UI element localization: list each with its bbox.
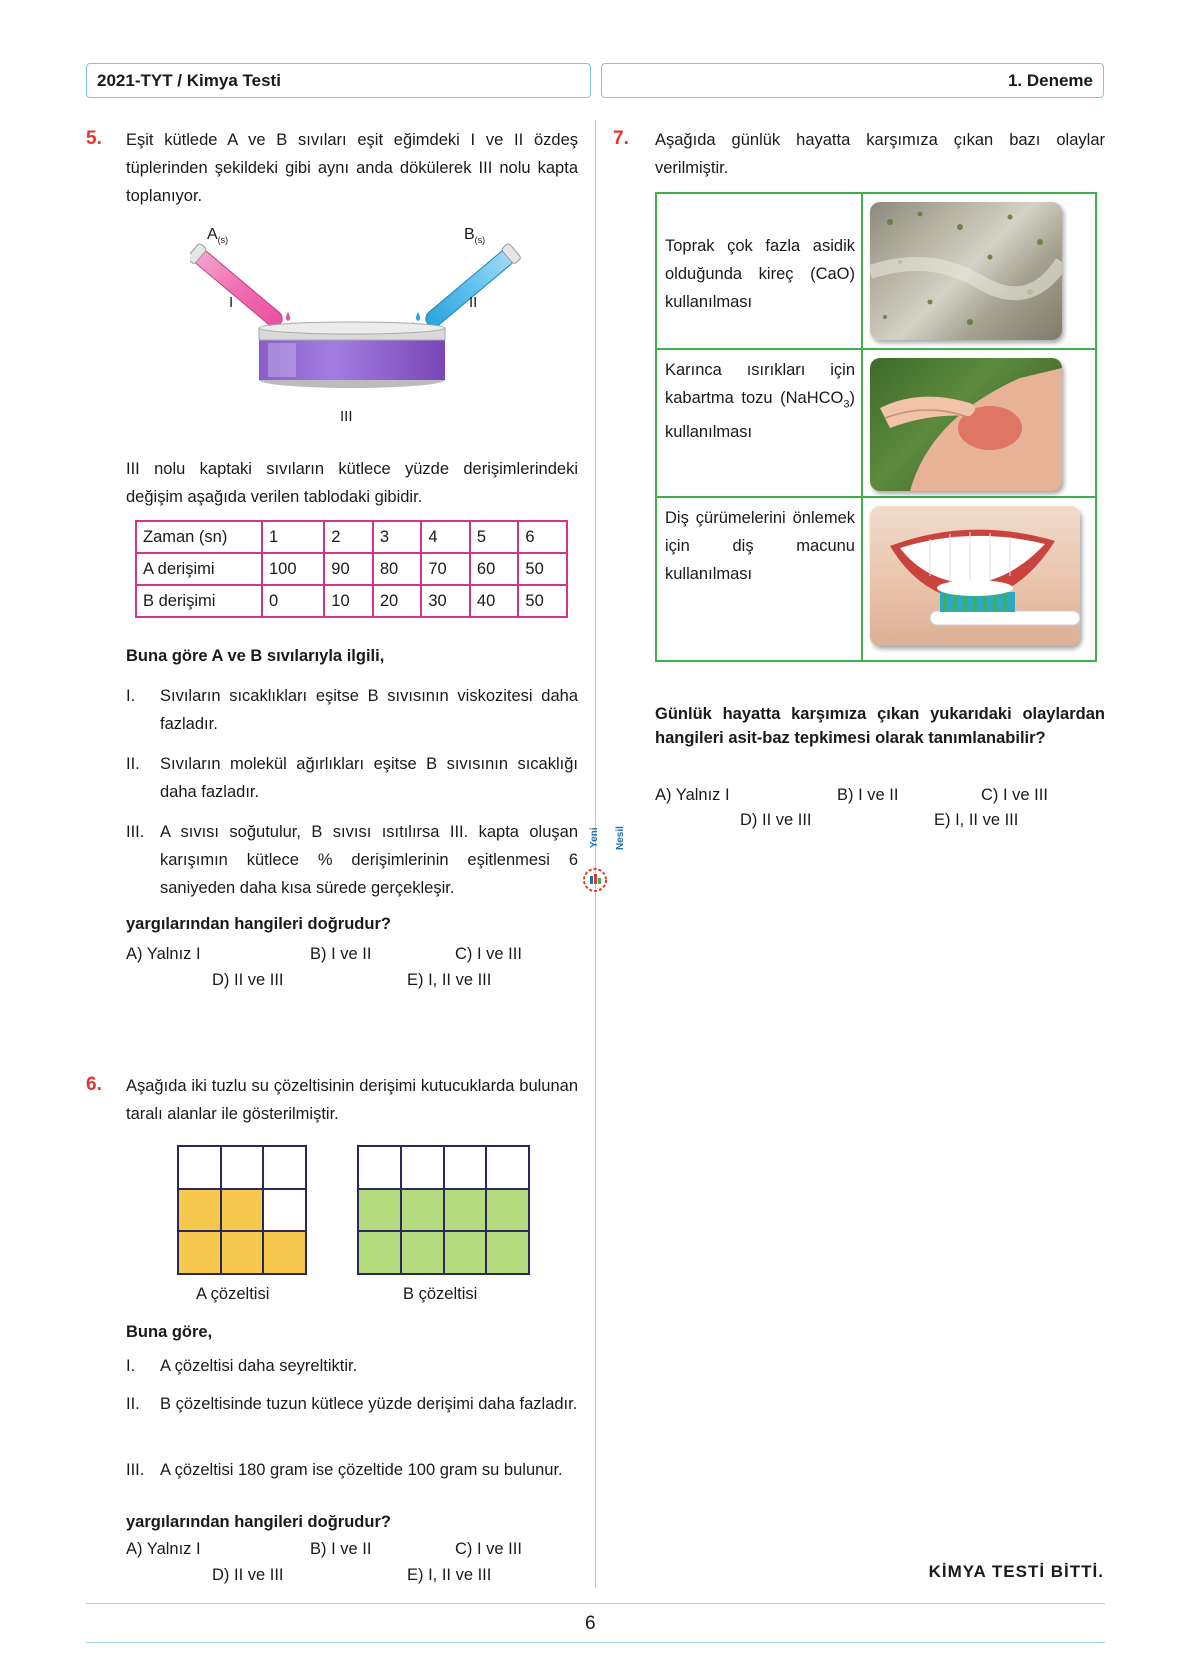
q7-option-d[interactable]: D) II ve III [740, 811, 812, 829]
grid-cell-filled [401, 1189, 444, 1232]
q6-item-i-number: I. [126, 1357, 136, 1375]
solution-a-grid [177, 1145, 307, 1275]
label-ii: II [469, 294, 478, 311]
soil-texture [870, 202, 1062, 340]
q5-option-b[interactable]: B) I ve II [310, 945, 372, 963]
events-table [655, 192, 1097, 662]
events-row [657, 498, 1095, 660]
grid-cell [444, 1146, 487, 1189]
q6-option-b[interactable]: B) I ve II [310, 1540, 372, 1558]
publisher-icon [582, 867, 608, 893]
q5-number: 5. [86, 128, 102, 149]
q5-option-d[interactable]: D) II ve III [212, 971, 284, 989]
footer-bottom-rule [86, 1642, 1105, 1643]
q7-intro: Aşağıda günlük hayatta karşımıza çıkan bazı olaylar verilmiştir. [655, 131, 1105, 177]
q6-item-iii-text: A çözeltisi 180 gram ise çözeltide 100 gram su bulunur. [160, 1461, 563, 1479]
table-cell: 50 [518, 585, 567, 617]
table-cell: 0 [262, 585, 324, 617]
q5-item-i-text: Sıvıların sıcaklıkları eşitse B sıvısının viskozitesi daha fazladır. [160, 687, 578, 733]
q5-item-ii-text: Sıvıların molekül ağırlıkları eşitse B sıvısının sıcaklığı daha fazladır. [160, 755, 578, 801]
table-cell: 4 [421, 521, 470, 553]
table-cell: Zaman (sn) [136, 521, 262, 553]
q6-item-ii-text: B çözeltisinde tuzun kütlece yüzde derişimi daha fazladır. [160, 1395, 578, 1413]
grid-cell-filled [178, 1189, 221, 1232]
q6-option-d[interactable]: D) II ve III [212, 1566, 284, 1584]
table-cell: 10 [324, 585, 373, 617]
table-cell: 40 [470, 585, 519, 617]
table-cell: 50 [518, 553, 567, 585]
q5-item-iii-number: III. [126, 823, 145, 841]
table-row [136, 521, 567, 553]
grid-cell-filled [178, 1231, 221, 1274]
event-text-toothpaste: Diş çürümelerini önlemek için diş macunu kullanılması [665, 509, 855, 583]
grid-cell [358, 1146, 401, 1189]
q7-question: Günlük hayatta karşımıza çıkan yukarıdaki olaylardan hangileri asit-baz tepkimesi olarak tanımlanabilir? [655, 705, 1105, 747]
table-cell: 6 [518, 521, 567, 553]
header-right-box [601, 63, 1104, 98]
ant-bite-photo [870, 358, 1062, 491]
tube-ii [421, 243, 521, 332]
drop-blue [416, 312, 420, 321]
q5-question: yargılarından hangileri doğrudur? [126, 915, 391, 933]
table-cell: 80 [373, 553, 422, 585]
table-cell: 1 [262, 521, 324, 553]
label-i: I [229, 294, 234, 311]
q6-option-c[interactable]: C) I ve III [455, 1540, 522, 1558]
grid-cell-filled [486, 1189, 529, 1232]
q6-item-i-text: A çözeltisi daha seyreltiktir. [160, 1357, 358, 1375]
event-text-ant-bite: Karınca ısırıkları için kabartma tozu (NaHCO$_3$) kullanılması [665, 361, 855, 442]
q7-option-a[interactable]: A) Yalnız I [655, 786, 730, 804]
q5-option-e[interactable]: E) I, II ve III [407, 971, 492, 989]
grid-cell-filled [444, 1189, 487, 1232]
grid-cell-filled [444, 1231, 487, 1274]
table-cell: A derişimi [136, 553, 262, 585]
table-cell: 30 [421, 585, 470, 617]
q6-option-a[interactable]: A) Yalnız I [126, 1540, 201, 1558]
grid-cell [263, 1189, 306, 1232]
grid-cell [401, 1146, 444, 1189]
tube-b-label: $B_{(s)}$ [464, 226, 486, 246]
smile-illustration [870, 506, 1080, 646]
q7-number: 7. [613, 128, 629, 149]
tube-a-label: $A_{(s)}$ [207, 226, 229, 246]
grid-cell [221, 1146, 264, 1189]
publisher-logo [582, 815, 626, 895]
q5-item-ii-number: II. [126, 755, 140, 773]
grid-cell [263, 1146, 306, 1189]
grid-cell-filled [221, 1189, 264, 1232]
header-left-box [86, 63, 591, 98]
q5-item-i-number: I. [126, 687, 136, 705]
grid-cell [486, 1146, 529, 1189]
grid-cell [178, 1146, 221, 1189]
table-row [136, 585, 567, 617]
tube-i [190, 243, 287, 332]
q7-option-c[interactable]: C) I ve III [981, 786, 1048, 804]
table-cell: 70 [421, 553, 470, 585]
solution-a-label: A çözeltisi [196, 1285, 270, 1303]
events-row [657, 350, 1095, 498]
q5-item-iii-text: A sıvısı soğutulur, B sıvısı ısıtılırsa III. kapta oluşan karışımın kütlece % derişimlerinin eşitlenmesi 6 saniyeden daha kısa sürede gerçekleşir. [160, 823, 578, 897]
grid-cell-filled [221, 1231, 264, 1274]
test-end-label: KİMYA TESTİ BİTTİ. [928, 1562, 1104, 1581]
q6-option-e[interactable]: E) I, II ve III [407, 1566, 492, 1584]
q6-item-ii-number: II. [126, 1395, 140, 1413]
footer-top-rule [86, 1603, 1105, 1604]
table-cell: 100 [262, 553, 324, 585]
events-row [657, 194, 1095, 350]
page-number: 6 [585, 1613, 596, 1634]
q6-stem: Buna göre, [126, 1323, 213, 1341]
table-cell: 5 [470, 521, 519, 553]
q6-question: yargılarından hangileri doğrudur? [126, 1513, 391, 1531]
table-cell: 60 [470, 553, 519, 585]
table-row [136, 553, 567, 585]
table-cell: 90 [324, 553, 373, 585]
q7-option-b[interactable]: B) I ve II [837, 786, 899, 804]
q5-figure [190, 225, 530, 430]
grid-cell-filled [358, 1189, 401, 1232]
q6-number: 6. [86, 1074, 102, 1095]
arm-hand-illustration [870, 358, 1062, 491]
concentration-table [135, 520, 568, 618]
event-text-soil: Toprak çok fazla asidik olduğunda kireç (CaO) kullanılması [665, 237, 855, 311]
publisher-name: Yeni Nesil [589, 826, 626, 850]
grid-cell-filled [263, 1231, 306, 1274]
solution-b-grid [357, 1145, 530, 1275]
label-iii: III [340, 408, 353, 425]
q5-option-c[interactable]: C) I ve III [455, 945, 522, 963]
exam-title: 1. Deneme [1007, 71, 1093, 90]
q5-intro: Eşit kütlede A ve B sıvıları eşit eğimdeki I ve II özdeş tüplerinden şekildeki gibi aynı anda dökülerek III nolu kapta toplanıyor. [126, 131, 578, 205]
soil-photo [870, 202, 1062, 340]
q5-table-intro: III nolu kaptaki sıvıların kütlece yüzde derişimlerindeki değişim aşağıda verilen tablodaki gibidir. [126, 460, 578, 506]
q5-stem: Buna göre A ve B sıvılarıyla ilgili, [126, 647, 385, 665]
grid-cell-filled [401, 1231, 444, 1274]
table-cell: 20 [373, 585, 422, 617]
container-iii [259, 322, 445, 388]
q5-option-a[interactable]: A) Yalnız I [126, 945, 201, 963]
q6-item-iii-number: III. [126, 1461, 145, 1479]
q6-intro: Aşağıda iki tuzlu su çözeltisinin derişimi kutucuklarda bulunan taralı alanlar ile gösterilmiştir. [126, 1077, 578, 1123]
table-cell: B derişimi [136, 585, 262, 617]
q7-option-e[interactable]: E) I, II ve III [934, 811, 1019, 829]
table-cell: 3 [373, 521, 422, 553]
toothpaste-smile-photo [870, 506, 1080, 646]
drop-pink [286, 312, 290, 321]
test-title: 2021-TYT / Kimya Testi [97, 71, 281, 90]
table-cell: 2 [324, 521, 373, 553]
grid-cell-filled [358, 1231, 401, 1274]
grid-cell-filled [486, 1231, 529, 1274]
solution-b-label: B çözeltisi [403, 1285, 478, 1303]
